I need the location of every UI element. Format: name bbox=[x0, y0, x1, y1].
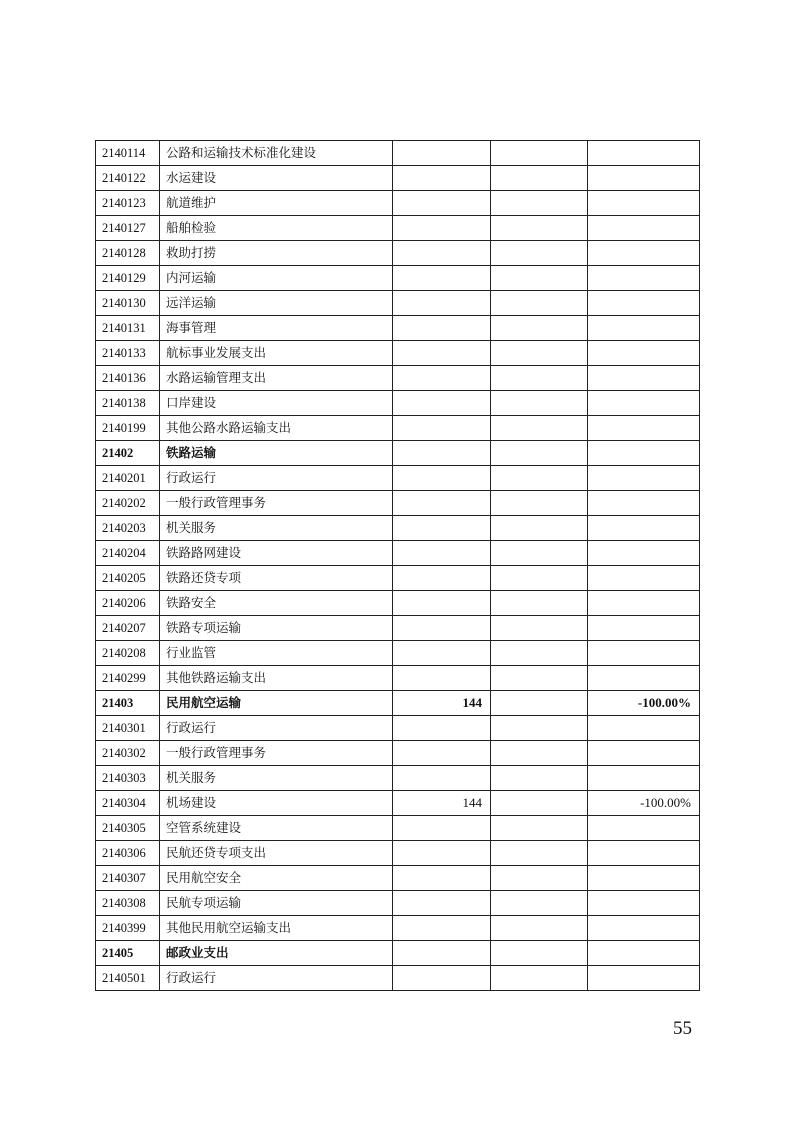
amount-cell-2 bbox=[491, 541, 588, 566]
amount-cell: 144 bbox=[393, 691, 491, 716]
subject-code-cell: 2140203 bbox=[96, 516, 160, 541]
subject-name-cell: 口岸建设 bbox=[160, 391, 393, 416]
subject-name-cell: 航标事业发展支出 bbox=[160, 341, 393, 366]
subject-name-cell: 机场建设 bbox=[160, 791, 393, 816]
change-rate-cell: -100.00% bbox=[588, 691, 700, 716]
amount-cell bbox=[393, 766, 491, 791]
change-rate-cell bbox=[588, 391, 700, 416]
amount-cell bbox=[393, 591, 491, 616]
change-rate-cell bbox=[588, 191, 700, 216]
table-row bbox=[96, 266, 700, 291]
change-rate-cell bbox=[588, 941, 700, 966]
amount-cell-2 bbox=[491, 166, 588, 191]
amount-cell-2 bbox=[491, 516, 588, 541]
amount-cell-2 bbox=[491, 466, 588, 491]
change-rate-cell bbox=[588, 141, 700, 166]
amount-cell-2 bbox=[491, 766, 588, 791]
subject-code-cell: 2140138 bbox=[96, 391, 160, 416]
subject-code-cell: 21403 bbox=[96, 691, 160, 716]
change-rate-cell bbox=[588, 516, 700, 541]
amount-cell bbox=[393, 916, 491, 941]
subject-name-cell: 一般行政管理事务 bbox=[160, 491, 393, 516]
subject-name-cell: 空管系统建设 bbox=[160, 816, 393, 841]
subject-name-cell: 其他民用航空运输支出 bbox=[160, 916, 393, 941]
table-row bbox=[96, 441, 700, 466]
subject-code-cell: 2140303 bbox=[96, 766, 160, 791]
amount-cell bbox=[393, 316, 491, 341]
table-row bbox=[96, 591, 700, 616]
amount-cell bbox=[393, 491, 491, 516]
subject-name-cell: 海事管理 bbox=[160, 316, 393, 341]
subject-code-cell: 2140301 bbox=[96, 716, 160, 741]
table-row bbox=[96, 691, 700, 716]
amount-cell-2 bbox=[491, 216, 588, 241]
amount-cell-2 bbox=[491, 966, 588, 991]
change-rate-cell bbox=[588, 866, 700, 891]
amount-cell bbox=[393, 891, 491, 916]
change-rate-cell bbox=[588, 166, 700, 191]
table-row bbox=[96, 416, 700, 441]
subject-name-cell: 民航还贷专项支出 bbox=[160, 841, 393, 866]
subject-name-cell: 远洋运输 bbox=[160, 291, 393, 316]
table-row bbox=[96, 966, 700, 991]
change-rate-cell bbox=[588, 366, 700, 391]
amount-cell bbox=[393, 866, 491, 891]
amount-cell-2 bbox=[491, 791, 588, 816]
subject-code-cell: 2140199 bbox=[96, 416, 160, 441]
subject-name-cell: 行业监管 bbox=[160, 641, 393, 666]
change-rate-cell bbox=[588, 716, 700, 741]
amount-cell bbox=[393, 416, 491, 441]
subject-name-cell: 其他公路水路运输支出 bbox=[160, 416, 393, 441]
change-rate-cell bbox=[588, 441, 700, 466]
amount-cell bbox=[393, 716, 491, 741]
table-row bbox=[96, 916, 700, 941]
subject-name-cell: 邮政业支出 bbox=[160, 941, 393, 966]
amount-cell bbox=[393, 741, 491, 766]
amount-cell bbox=[393, 441, 491, 466]
change-rate-cell bbox=[588, 241, 700, 266]
subject-code-cell: 2140302 bbox=[96, 741, 160, 766]
amount-cell bbox=[393, 616, 491, 641]
amount-cell bbox=[393, 341, 491, 366]
amount-cell-2 bbox=[491, 391, 588, 416]
subject-code-cell: 2140308 bbox=[96, 891, 160, 916]
subject-code-cell: 2140130 bbox=[96, 291, 160, 316]
amount-cell-2 bbox=[491, 491, 588, 516]
amount-cell bbox=[393, 216, 491, 241]
amount-cell bbox=[393, 166, 491, 191]
amount-cell-2 bbox=[491, 566, 588, 591]
subject-name-cell: 民航专项运输 bbox=[160, 891, 393, 916]
change-rate-cell bbox=[588, 966, 700, 991]
change-rate-cell bbox=[588, 566, 700, 591]
change-rate-cell bbox=[588, 841, 700, 866]
amount-cell bbox=[393, 941, 491, 966]
change-rate-cell bbox=[588, 266, 700, 291]
amount-cell-2 bbox=[491, 641, 588, 666]
amount-cell-2 bbox=[491, 916, 588, 941]
amount-cell-2 bbox=[491, 441, 588, 466]
change-rate-cell: -100.00% bbox=[588, 791, 700, 816]
amount-cell bbox=[393, 191, 491, 216]
table-row bbox=[96, 741, 700, 766]
amount-cell bbox=[393, 641, 491, 666]
change-rate-cell bbox=[588, 666, 700, 691]
subject-name-cell: 公路和运输技术标准化建设 bbox=[160, 141, 393, 166]
amount-cell-2 bbox=[491, 291, 588, 316]
amount-cell-2 bbox=[491, 716, 588, 741]
change-rate-cell bbox=[588, 216, 700, 241]
subject-code-cell: 2140299 bbox=[96, 666, 160, 691]
subject-code-cell: 2140201 bbox=[96, 466, 160, 491]
change-rate-cell bbox=[588, 816, 700, 841]
amount-cell bbox=[393, 666, 491, 691]
subject-code-cell: 2140123 bbox=[96, 191, 160, 216]
subject-name-cell: 航道维护 bbox=[160, 191, 393, 216]
subject-code-cell: 2140304 bbox=[96, 791, 160, 816]
page-number: 55 bbox=[673, 1018, 692, 1039]
amount-cell-2 bbox=[491, 191, 588, 216]
subject-name-cell: 机关服务 bbox=[160, 766, 393, 791]
amount-cell bbox=[393, 466, 491, 491]
amount-cell-2 bbox=[491, 616, 588, 641]
subject-code-cell: 2140306 bbox=[96, 841, 160, 866]
subject-code-cell: 2140204 bbox=[96, 541, 160, 566]
change-rate-cell bbox=[588, 316, 700, 341]
table-row bbox=[96, 541, 700, 566]
table-row bbox=[96, 616, 700, 641]
amount-cell bbox=[393, 966, 491, 991]
subject-name-cell: 船舶检验 bbox=[160, 216, 393, 241]
change-rate-cell bbox=[588, 341, 700, 366]
amount-cell-2 bbox=[491, 266, 588, 291]
change-rate-cell bbox=[588, 916, 700, 941]
table-row bbox=[96, 141, 700, 166]
amount-cell-2 bbox=[491, 691, 588, 716]
table-row bbox=[96, 891, 700, 916]
subject-code-cell: 2140399 bbox=[96, 916, 160, 941]
amount-cell-2 bbox=[491, 416, 588, 441]
subject-code-cell: 2140207 bbox=[96, 616, 160, 641]
table-row bbox=[96, 941, 700, 966]
subject-name-cell: 其他铁路运输支出 bbox=[160, 666, 393, 691]
table-row bbox=[96, 716, 700, 741]
amount-cell-2 bbox=[491, 841, 588, 866]
amount-cell bbox=[393, 566, 491, 591]
subject-code-cell: 2140133 bbox=[96, 341, 160, 366]
table-row bbox=[96, 216, 700, 241]
subject-code-cell: 2140136 bbox=[96, 366, 160, 391]
subject-name-cell: 机关服务 bbox=[160, 516, 393, 541]
subject-name-cell: 内河运输 bbox=[160, 266, 393, 291]
subject-name-cell: 行政运行 bbox=[160, 716, 393, 741]
change-rate-cell bbox=[588, 466, 700, 491]
subject-code-cell: 2140127 bbox=[96, 216, 160, 241]
table-row bbox=[96, 291, 700, 316]
table-row bbox=[96, 391, 700, 416]
amount-cell-2 bbox=[491, 316, 588, 341]
amount-cell bbox=[393, 141, 491, 166]
subject-code-cell: 2140122 bbox=[96, 166, 160, 191]
table-row bbox=[96, 341, 700, 366]
table-row bbox=[96, 566, 700, 591]
subject-name-cell: 民用航空安全 bbox=[160, 866, 393, 891]
table-body bbox=[96, 141, 700, 991]
table-row bbox=[96, 366, 700, 391]
amount-cell-2 bbox=[491, 366, 588, 391]
subject-name-cell: 行政运行 bbox=[160, 466, 393, 491]
amount-cell bbox=[393, 391, 491, 416]
subject-name-cell: 水运建设 bbox=[160, 166, 393, 191]
subject-code-cell: 21405 bbox=[96, 941, 160, 966]
subject-name-cell: 铁路路网建设 bbox=[160, 541, 393, 566]
change-rate-cell bbox=[588, 766, 700, 791]
amount-cell-2 bbox=[491, 941, 588, 966]
subject-name-cell: 铁路专项运输 bbox=[160, 616, 393, 641]
amount-cell bbox=[393, 841, 491, 866]
subject-name-cell: 铁路还贷专项 bbox=[160, 566, 393, 591]
table-row bbox=[96, 166, 700, 191]
amount-cell bbox=[393, 816, 491, 841]
subject-code-cell: 2140114 bbox=[96, 141, 160, 166]
table-row bbox=[96, 516, 700, 541]
table-row bbox=[96, 866, 700, 891]
amount-cell-2 bbox=[491, 741, 588, 766]
subject-name-cell: 救助打捞 bbox=[160, 241, 393, 266]
table-row bbox=[96, 766, 700, 791]
subject-code-cell: 2140205 bbox=[96, 566, 160, 591]
change-rate-cell bbox=[588, 491, 700, 516]
subject-code-cell: 2140208 bbox=[96, 641, 160, 666]
amount-cell-2 bbox=[491, 891, 588, 916]
amount-cell bbox=[393, 516, 491, 541]
table-row bbox=[96, 791, 700, 816]
subject-code-cell: 2140307 bbox=[96, 866, 160, 891]
change-rate-cell bbox=[588, 416, 700, 441]
table-row bbox=[96, 316, 700, 341]
subject-code-cell: 21402 bbox=[96, 441, 160, 466]
subject-code-cell: 2140131 bbox=[96, 316, 160, 341]
subject-name-cell: 水路运输管理支出 bbox=[160, 366, 393, 391]
amount-cell bbox=[393, 241, 491, 266]
amount-cell-2 bbox=[491, 591, 588, 616]
change-rate-cell bbox=[588, 591, 700, 616]
change-rate-cell bbox=[588, 741, 700, 766]
table-row bbox=[96, 841, 700, 866]
subject-code-cell: 2140501 bbox=[96, 966, 160, 991]
change-rate-cell bbox=[588, 616, 700, 641]
subject-code-cell: 2140305 bbox=[96, 816, 160, 841]
amount-cell bbox=[393, 366, 491, 391]
budget-table bbox=[95, 140, 700, 991]
table-row bbox=[96, 466, 700, 491]
table-row bbox=[96, 491, 700, 516]
subject-name-cell: 铁路安全 bbox=[160, 591, 393, 616]
table-row bbox=[96, 666, 700, 691]
amount-cell-2 bbox=[491, 241, 588, 266]
subject-name-cell: 民用航空运输 bbox=[160, 691, 393, 716]
table-row bbox=[96, 191, 700, 216]
amount-cell bbox=[393, 541, 491, 566]
amount-cell-2 bbox=[491, 866, 588, 891]
subject-code-cell: 2140129 bbox=[96, 266, 160, 291]
amount-cell bbox=[393, 291, 491, 316]
amount-cell-2 bbox=[491, 341, 588, 366]
subject-code-cell: 2140202 bbox=[96, 491, 160, 516]
change-rate-cell bbox=[588, 891, 700, 916]
subject-name-cell: 铁路运输 bbox=[160, 441, 393, 466]
table-row bbox=[96, 241, 700, 266]
amount-cell bbox=[393, 266, 491, 291]
amount-cell-2 bbox=[491, 141, 588, 166]
amount-cell-2 bbox=[491, 666, 588, 691]
subject-name-cell: 一般行政管理事务 bbox=[160, 741, 393, 766]
change-rate-cell bbox=[588, 541, 700, 566]
table-row bbox=[96, 816, 700, 841]
subject-code-cell: 2140206 bbox=[96, 591, 160, 616]
amount-cell: 144 bbox=[393, 791, 491, 816]
subject-name-cell: 行政运行 bbox=[160, 966, 393, 991]
amount-cell-2 bbox=[491, 816, 588, 841]
change-rate-cell bbox=[588, 291, 700, 316]
subject-code-cell: 2140128 bbox=[96, 241, 160, 266]
table-row bbox=[96, 641, 700, 666]
change-rate-cell bbox=[588, 641, 700, 666]
